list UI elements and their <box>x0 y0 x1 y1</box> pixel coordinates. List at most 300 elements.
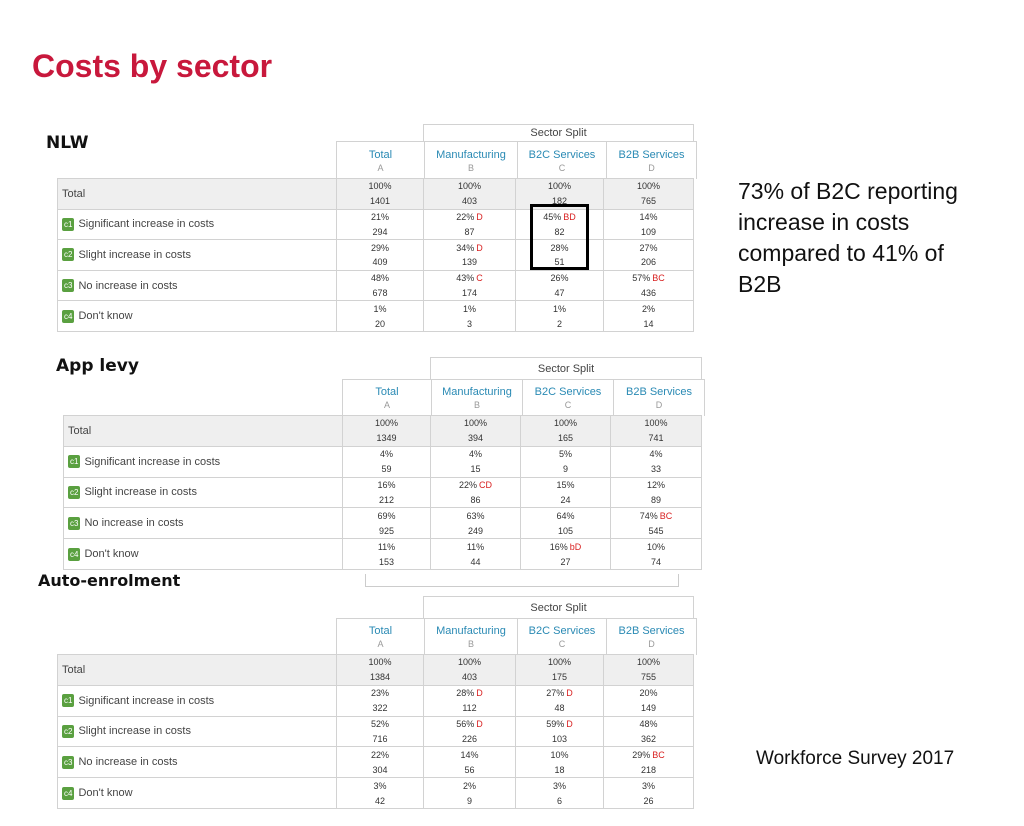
count-value: 403 <box>461 196 478 207</box>
percent-text: 48% <box>639 719 658 730</box>
count-value: 304 <box>372 764 388 775</box>
percent-text: 29% <box>370 242 389 253</box>
percent-value <box>431 418 520 428</box>
count-value: 59 <box>381 464 392 475</box>
percent-value <box>604 719 693 729</box>
percent-value <box>604 243 693 253</box>
count-value: 545 <box>648 525 664 536</box>
table-row <box>58 747 693 778</box>
count-value: 74 <box>650 556 661 567</box>
row-label <box>58 717 337 747</box>
count-value: 51 <box>554 257 565 268</box>
percent-value <box>424 273 515 283</box>
percent-value <box>611 449 701 459</box>
percent-text: 2% <box>462 780 476 791</box>
value-cell <box>337 655 424 685</box>
count-value: 6 <box>556 795 562 806</box>
value-cell <box>604 210 693 240</box>
percent-text: 56% <box>456 719 475 730</box>
percent-value <box>516 688 603 698</box>
count-value: 42 <box>374 795 385 806</box>
table-row <box>58 686 693 717</box>
percent-text: 57% <box>632 273 651 284</box>
percent-text: 34% <box>456 242 475 253</box>
significance-marker: D <box>476 719 483 730</box>
column-name: Manufacturing <box>442 386 512 398</box>
row-label-text: Total <box>62 187 86 200</box>
row-label <box>64 539 343 569</box>
value-cell <box>431 508 521 538</box>
percent-text: 45% <box>543 211 562 222</box>
count-value: 394 <box>467 433 484 444</box>
percent-value <box>424 781 515 791</box>
percent-text: 100% <box>463 418 488 429</box>
count-value: 226 <box>461 733 478 744</box>
row-code-badge: c2 <box>64 726 73 736</box>
significance-marker: D <box>566 719 573 730</box>
row-label-text: Don't know <box>78 787 133 800</box>
column-header <box>523 380 614 416</box>
count-value: 86 <box>470 494 481 505</box>
percent-text: 29% <box>632 749 651 760</box>
value-cell <box>516 655 604 685</box>
value-cell <box>337 271 424 301</box>
column-header <box>518 142 607 179</box>
row-label-text: Significant increase in costs <box>78 218 215 231</box>
column-header <box>518 619 607 655</box>
row-label <box>58 686 337 716</box>
count-value: 89 <box>650 494 661 505</box>
row-code-badge: c4 <box>64 788 73 798</box>
value-cell <box>431 478 521 508</box>
sector-split-header: Sector Split <box>423 596 694 619</box>
value-cell <box>424 179 516 209</box>
percent-text: 16% <box>377 480 396 491</box>
percent-text: 28% <box>550 242 569 253</box>
percent-value <box>337 781 423 791</box>
count-value: 27 <box>560 556 571 567</box>
count-value: 362 <box>640 733 657 744</box>
percent-text: 10% <box>550 749 569 760</box>
table-row <box>64 539 701 569</box>
percent-value <box>337 657 423 667</box>
percent-value <box>604 273 693 283</box>
count-value: 149 <box>640 703 657 714</box>
count-value: 294 <box>372 226 388 237</box>
column-name: Manufacturing <box>436 148 506 161</box>
count-value: 925 <box>378 525 395 536</box>
column-header-row <box>336 618 697 655</box>
section-label-app-levy: App levy <box>56 356 139 376</box>
total-row <box>58 655 693 686</box>
value-cell <box>611 539 701 569</box>
percent-text: 100% <box>636 657 661 668</box>
row-code-badge: c1 <box>64 219 73 229</box>
count-value: 165 <box>557 433 574 444</box>
column-header <box>337 619 425 655</box>
count-value: 1384 <box>369 672 391 683</box>
percent-value <box>521 542 610 552</box>
percent-text: 3% <box>373 780 387 791</box>
column-header-row <box>336 141 697 179</box>
column-letter: A <box>383 400 390 410</box>
value-cell <box>516 747 604 777</box>
percent-value <box>343 418 430 428</box>
percent-text: 52% <box>370 719 389 730</box>
value-cell <box>521 478 611 508</box>
column-name: Total <box>375 386 399 398</box>
column-header-row <box>342 379 705 416</box>
count-value: 765 <box>640 196 657 207</box>
value-cell <box>337 210 424 240</box>
table-row <box>64 478 701 509</box>
row-code-badge: c3 <box>64 757 73 767</box>
percent-text: 5% <box>558 449 572 460</box>
value-cell <box>337 778 424 808</box>
row-label-text: Total <box>62 663 86 676</box>
row-label <box>64 447 343 477</box>
percent-text: 100% <box>457 181 482 192</box>
column-header <box>432 380 523 416</box>
percent-value <box>337 304 423 314</box>
value-cell <box>521 416 611 446</box>
total-row <box>58 179 693 210</box>
row-label-text: Slight increase in costs <box>78 725 191 738</box>
count-value: 174 <box>461 287 478 298</box>
count-value: 716 <box>372 733 388 744</box>
value-cell <box>431 539 521 569</box>
row-label-text: Significant increase in costs <box>84 455 221 468</box>
value-cell <box>604 778 693 808</box>
row-code-badge: c4 <box>70 549 79 559</box>
column-name: Manufacturing <box>436 625 506 637</box>
percent-value <box>337 688 423 698</box>
percent-text: 11% <box>377 541 396 552</box>
significance-marker: BC <box>659 510 673 521</box>
value-cell <box>337 179 424 209</box>
significance-marker: BC <box>652 749 665 760</box>
significance-marker: D <box>566 688 573 699</box>
column-header <box>607 619 696 655</box>
percent-text: 15% <box>556 480 575 491</box>
percent-text: 11% <box>466 541 485 552</box>
value-cell <box>604 271 693 301</box>
count-value: 20 <box>374 318 385 329</box>
count-value: 44 <box>470 556 481 567</box>
count-value: 26 <box>643 795 654 806</box>
percent-value <box>516 304 603 314</box>
row-label-text: Total <box>68 424 92 437</box>
column-header <box>425 619 518 655</box>
row-label <box>58 778 337 808</box>
percent-text: 14% <box>460 749 479 760</box>
column-letter: C <box>564 400 572 410</box>
percent-text: 14% <box>639 211 658 222</box>
table-body <box>57 178 694 332</box>
percent-value <box>343 542 430 552</box>
percent-text: 43% <box>456 273 475 284</box>
significance-marker: C <box>476 273 483 284</box>
row-label <box>64 416 343 446</box>
percent-text: 26% <box>550 273 569 284</box>
percent-value <box>604 657 693 667</box>
percent-text: 23% <box>370 688 389 699</box>
row-label-text: No increase in costs <box>78 756 178 769</box>
percent-text: 2% <box>641 303 655 314</box>
value-cell <box>521 508 611 538</box>
column-header <box>614 380 704 416</box>
percent-value <box>337 273 423 283</box>
column-letter: D <box>648 162 655 173</box>
row-label <box>58 271 337 301</box>
table-row <box>58 778 693 808</box>
partial-table-divider <box>365 574 679 587</box>
percent-text: 48% <box>370 273 389 284</box>
row-label <box>58 655 337 685</box>
count-value: 9 <box>466 795 472 806</box>
significance-marker: D <box>476 242 483 253</box>
percent-value <box>424 243 515 253</box>
value-cell <box>611 416 701 446</box>
column-header <box>607 142 696 179</box>
count-value: 249 <box>467 525 484 536</box>
row-label-text: Don't know <box>84 548 139 561</box>
percent-value <box>604 781 693 791</box>
column-name: B2C Services <box>534 386 602 398</box>
row-label <box>58 210 337 240</box>
callout-note: 73% of B2C reporting increase in costs compared to 41% of B2B <box>738 178 958 297</box>
percent-text: 100% <box>368 181 392 192</box>
percent-value <box>516 657 603 667</box>
percent-value <box>431 511 520 521</box>
row-code-badge: c3 <box>64 281 73 291</box>
source-footer: Workforce Survey 2017 <box>756 748 955 769</box>
table-row <box>58 301 693 331</box>
row-label-text: No increase in costs <box>78 279 178 292</box>
row-label <box>58 747 337 777</box>
count-value: 47 <box>554 287 565 298</box>
percent-value <box>611 511 701 521</box>
percent-value <box>424 750 515 760</box>
percent-value <box>431 449 520 459</box>
percent-value <box>611 480 701 490</box>
percent-value <box>337 243 423 253</box>
value-cell <box>604 655 693 685</box>
percent-value <box>604 304 693 314</box>
column-name: B2C Services <box>528 148 596 161</box>
percent-text: 100% <box>547 181 572 192</box>
count-value: 409 <box>372 257 388 268</box>
count-value: 153 <box>378 556 395 567</box>
percent-text: 22% <box>370 749 389 760</box>
percent-value <box>516 181 603 191</box>
count-value: 403 <box>461 672 478 683</box>
column-name: B2B Services <box>625 386 693 398</box>
count-value: 3 <box>466 318 472 329</box>
column-letter: D <box>655 400 663 410</box>
percent-value <box>424 688 515 698</box>
value-cell <box>424 271 516 301</box>
column-header <box>425 142 518 179</box>
count-value: 9 <box>562 464 568 475</box>
row-label <box>58 179 337 209</box>
column-letter: C <box>558 162 566 173</box>
value-cell <box>337 686 424 716</box>
row-code-badge: c1 <box>64 696 73 706</box>
value-cell <box>516 271 604 301</box>
count-value: 1349 <box>376 433 397 444</box>
percent-value <box>337 719 423 729</box>
value-cell <box>424 655 516 685</box>
value-cell <box>521 447 611 477</box>
count-value: 103 <box>551 733 568 744</box>
percent-text: 1% <box>462 303 476 314</box>
count-value: 112 <box>462 703 477 714</box>
percent-text: 100% <box>636 181 661 192</box>
count-value: 105 <box>557 525 574 536</box>
total-row <box>64 416 701 447</box>
percent-text: 63% <box>466 510 485 521</box>
percent-text: 4% <box>379 449 393 460</box>
count-value: 24 <box>560 494 571 505</box>
row-code-badge: c1 <box>70 457 79 467</box>
column-header <box>337 142 425 179</box>
count-value: 2 <box>556 318 562 329</box>
percent-text: 100% <box>374 418 399 429</box>
column-letter: B <box>467 162 474 173</box>
column-name: B2B Services <box>618 148 685 161</box>
sector-split-header: Sector Split <box>423 124 694 142</box>
percent-text: 1% <box>552 303 566 314</box>
count-value: 1401 <box>369 196 391 207</box>
count-value: 33 <box>650 464 661 475</box>
percent-text: 1% <box>373 303 387 314</box>
percent-value <box>337 750 423 760</box>
value-cell <box>604 686 693 716</box>
count-value: 56 <box>464 764 475 775</box>
percent-value <box>521 480 610 490</box>
value-cell <box>343 478 431 508</box>
percent-text: 27% <box>546 688 565 699</box>
count-value: 48 <box>554 703 565 714</box>
percent-text: 100% <box>368 657 392 668</box>
value-cell <box>604 747 693 777</box>
column-name: B2C Services <box>528 625 596 637</box>
percent-text: 69% <box>377 510 396 521</box>
table-row <box>64 447 701 478</box>
row-code-badge: c2 <box>70 487 79 497</box>
table-body <box>57 654 694 809</box>
column-letter: B <box>473 400 480 410</box>
percent-text: 27% <box>639 242 658 253</box>
count-value: 87 <box>464 226 475 237</box>
value-cell <box>424 717 516 747</box>
value-cell <box>611 447 701 477</box>
value-cell <box>521 539 611 569</box>
significance-marker: BC <box>652 273 665 284</box>
percent-text: 21% <box>370 211 389 222</box>
value-cell <box>604 717 693 747</box>
percent-value <box>424 719 515 729</box>
section-label-nlw: NLW <box>46 133 89 153</box>
column-letter: A <box>377 162 384 173</box>
percent-text: 22% <box>458 480 477 491</box>
count-value: 322 <box>372 703 388 714</box>
value-cell <box>431 416 521 446</box>
count-value: 14 <box>643 318 654 329</box>
value-cell <box>337 717 424 747</box>
row-label-text: Slight increase in costs <box>78 248 191 261</box>
value-cell <box>516 686 604 716</box>
row-code-badge: c2 <box>64 250 73 260</box>
row-label <box>64 508 343 538</box>
column-header <box>343 380 432 416</box>
value-cell <box>424 210 516 240</box>
percent-text: 16% <box>549 541 568 552</box>
percent-text: 59% <box>546 719 565 730</box>
percent-text: 12% <box>646 480 665 491</box>
value-cell <box>516 778 604 808</box>
percent-value <box>424 657 515 667</box>
percent-value <box>611 542 701 552</box>
row-code-badge: c3 <box>70 518 79 528</box>
table-body <box>63 415 702 570</box>
value-cell <box>431 447 521 477</box>
percent-value <box>516 750 603 760</box>
percent-text: 100% <box>547 657 572 668</box>
percent-text: 100% <box>553 418 578 429</box>
percent-value <box>424 304 515 314</box>
value-cell <box>337 301 424 331</box>
count-value: 436 <box>640 287 657 298</box>
percent-text: 74% <box>639 510 658 521</box>
percent-text: 3% <box>641 780 655 791</box>
highlight-box <box>530 204 589 270</box>
percent-text: 10% <box>646 541 665 552</box>
count-value: 109 <box>640 226 657 237</box>
percent-text: 20% <box>639 688 658 699</box>
value-cell <box>343 416 431 446</box>
significance-marker: BD <box>563 211 576 222</box>
table-row <box>58 717 693 748</box>
count-value: 18 <box>554 764 565 775</box>
row-label-text: Don't know <box>78 310 133 323</box>
value-cell <box>604 240 693 270</box>
percent-value <box>604 688 693 698</box>
percent-text: 4% <box>649 449 663 460</box>
row-label-text: Slight increase in costs <box>84 486 197 499</box>
percent-text: 3% <box>552 780 566 791</box>
section-label-auto-enrolment: Auto-enrolment <box>38 571 181 590</box>
column-letter: C <box>558 639 566 649</box>
row-label <box>58 301 337 331</box>
value-cell <box>424 301 516 331</box>
count-value: 212 <box>378 494 395 505</box>
column-name: Total <box>368 148 393 161</box>
percent-text: 4% <box>468 449 482 460</box>
value-cell <box>337 240 424 270</box>
percent-value <box>431 542 520 552</box>
percent-value <box>516 781 603 791</box>
value-cell <box>516 301 604 331</box>
percent-text: 64% <box>556 510 575 521</box>
table-row <box>58 271 693 302</box>
table-row <box>58 210 693 241</box>
percent-value <box>521 449 610 459</box>
percent-value <box>521 418 610 428</box>
count-value: 755 <box>640 672 657 683</box>
count-value: 139 <box>461 257 478 268</box>
